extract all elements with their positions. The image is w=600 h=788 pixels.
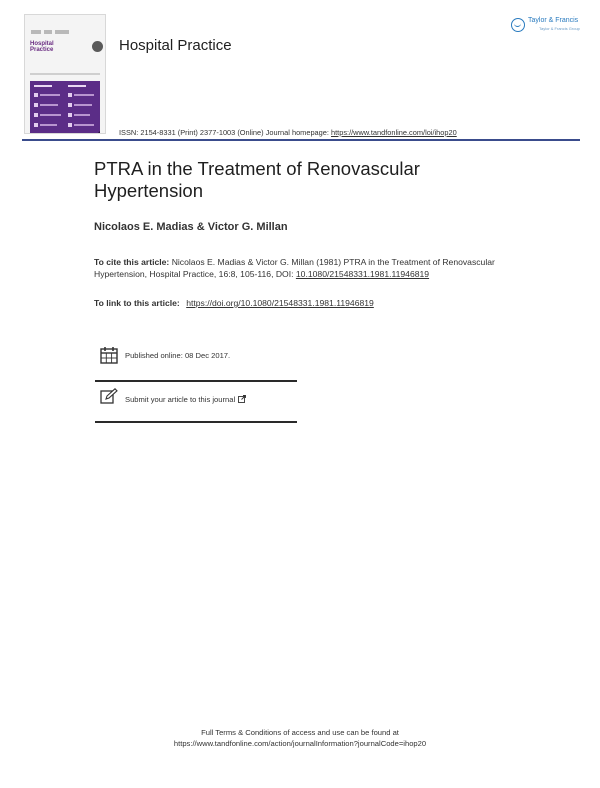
published-online-text: Published online: 08 Dec 2017.	[125, 351, 231, 360]
cover-seal-icon	[92, 41, 103, 52]
section-divider-top	[95, 380, 297, 382]
cover-divider	[30, 73, 100, 75]
citation-block	[94, 257, 534, 280]
issn-line	[119, 128, 457, 137]
submit-article-link[interactable]	[125, 395, 246, 404]
journal-homepage-link[interactable]: https://www.tandfonline.com/loi/ihop20	[331, 128, 457, 137]
cover-title-line1: Hospital	[30, 41, 54, 47]
calendar-icon	[100, 346, 118, 364]
edit-icon	[100, 388, 118, 404]
journal-title[interactable]: Hospital Practice	[119, 37, 232, 54]
article-authors: Nicolaos E. Madias & Victor G. Millan	[94, 221, 288, 233]
section-divider-bottom	[95, 421, 297, 423]
publisher-logo	[511, 16, 587, 36]
footer-terms-link[interactable]: https://www.tandfonline.com/action/journalInformation?journalCode=ihop20	[173, 739, 427, 748]
citation-label: To cite this article:	[94, 257, 170, 267]
cover-title-line2: Practice	[30, 47, 54, 53]
submit-article-label: Submit your article to this journal	[125, 395, 236, 404]
publisher-logo-group: Taylor & Francis Group	[539, 26, 580, 31]
issn-text: ISSN: 2154-8331 (Print) 2377-1003 (Online) Journal homepage:	[119, 128, 329, 137]
cover-contents-panel	[30, 81, 100, 134]
journal-cover-image	[24, 14, 106, 134]
article-link-label: To link to this article:	[94, 298, 180, 308]
article-doi-url-link[interactable]: https://doi.org/10.1080/21548331.1981.11946819	[186, 298, 374, 308]
footer-terms	[0, 727, 600, 749]
publisher-logo-icon	[511, 18, 525, 32]
cover-top-marks	[31, 21, 101, 27]
article-link-line	[94, 298, 374, 308]
citation-doi-link[interactable]: 10.1080/21548331.1981.11946819	[295, 268, 430, 279]
header-divider	[22, 139, 580, 141]
footer-terms-text: Full Terms & Conditions of access and use can be found at	[201, 728, 399, 737]
article-title: PTRA in the Treatment of Renovascular Hypertension	[94, 158, 420, 201]
publisher-logo-name: Taylor & Francis	[528, 17, 579, 24]
citation-text: Nicolaos E. Madias & Victor G. Millan (1981) PTRA in the Treatment of Renovascular Hypertension, Hospital Practice, 16:8, 105-116, DOI:	[94, 257, 495, 279]
cover-title	[30, 41, 70, 53]
external-link-icon	[238, 395, 246, 403]
